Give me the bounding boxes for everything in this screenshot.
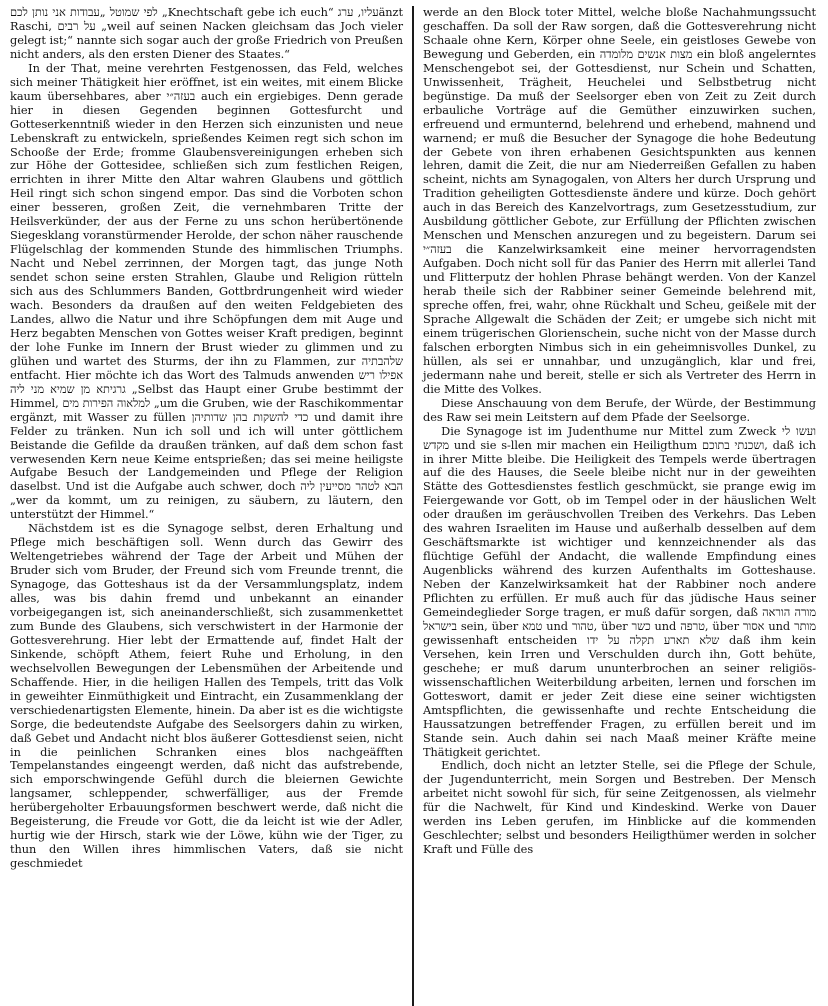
left-paragraph-1: לפי שמוטל „עבודות אני נותן לכם „Knechtschaft gebe ich euch“ עליו, ערגänzt Raschi, על רבים „weil auf seinen Nacken gleichsam das Joch vieler gelegt ist;“ nannte sich sogar auch der große Friedrich von Preußen nicht anders, als den ersten Diener des Staates.“ bbox=[10, 6, 403, 61]
right-paragraph-3: Die Synagoge ist im Judenthume nur Mittel zum Zweck ועשו לי מקדש und sie s-llen mir machen ein Heiligthum ושכנתי בתוכם, daß ich in ihrer Mitte bleibe. Die Heiligkeit des Tempels werde übertragen auf die des Hauses, die Seele bleibe nicht nur in der geweihten Stätte des Gottesdienstes festlich geschmückt, sie prange ewig im Feiergewande vor Gott, ob im Tempel oder in der häuslichen Welt oder draußen im geräuschvollen Treiben des Verkehrs. Das Leben des wahren Israeliten im Hause und außerhalb desselben auf dem Geschäftsmarkte ist wichtiger und kennzeichnender als das flüchtige Gefühl der Andacht, die wallende Empfindung eines Augenblicks während des kurzen Aufenthalts im Gotteshause. Neben der Kanzelwirksamkeit hat der Rabbiner noch andere Pflichten zu erfüllen. Er muß auch für das jüdische Haus seiner Gemeindeglieder Sorge tragen, er muß dafür sorgen, daß מורה הוראה בישראל sein, über טמא und טהור, über כשר und טרפה, über אסור und מותר gewissenhaft entscheiden שלא תארע תקלה על ידו daß ihm kein Versehen, kein Irren und Verschulden durch ihn, Gott behüte, geschehe; er muß darum ununterbrochen an seiner religiös-wissenschaftlichen Weiterbildung arbeiten, lernen und forschen im Gotteswort, damit er jeder Zeit diese eine seiner wichtigsten Amtspflichten, die gewissenhafte und rechte Entscheidung die Haussatzungen betreffender Fragen, zu erfüllen bereit und im Stande sein. Auch dahin sei nach Maaß meiner Kräfte meine Thätigkeit gerichtet. bbox=[423, 423, 816, 759]
right-paragraph-4: Endlich, doch nicht an letzter Stelle, sei die Pflege der Schule, der Jugendunterricht, mein Sorgen und Bestreben. Der Mensch arbeitet nicht sowohl für sich, für seine Zeitgenossen, als vielmehr für die Nachwelt, für Kind und Kindeskind. Werke von Dauer werden ins Leben gerufen, im Hinblicke auf die kommenden Geschlechter; selbst und besonders Heiligthümer werden in solcher Kraft und Fülle des bbox=[423, 758, 816, 857]
left-column bbox=[10, 6, 412, 1006]
left-paragraph-2: In der That, meine verehrten Festgenossen, das Feld, welches sich meiner Thätigkeit hier eröffnet, ist ein weites, mit einem Blicke kaum übersehbares, aber בעזה״י auch ein ergiebiges. Denn gerade hier in diesen Gegenden beginnen Gottesfurcht und Gotteserkenntniß wieder in den Herzen sich einzunisten und neue Lebenskraft zu entwickeln, sprießendes Keimen regt sich schon im Schooße der Erde; fromme Glaubensvereinigungen erheben sich zur Höhe der Gottesidee, schließen sich zum festlichen Reigen, errichten in ihrer Mitte den Altar wahren Glaubens und göttlich Heil ringt sich schon singend empor. Das sind die Vorboten schon einer besseren, großen Zeit, die vernehmbaren Tritte der Heilsverkünder, der aus der Ferne zu uns schon herübertönende Siegesklang voranstürmender Herolde, der schon näher rauschende Flügelschlag der kommenden Stunde des himmlischen Triumphs. Nacht und Nebel zerrinnen, der Morgen tagt, das junge Noth sendet schon seine ersten Strahlen, Glaube und Religion rütteln sich aus des Schlummers Banden, Gottbrdrungenheit wird wieder wach. Besonders da draußen auf den weiten Feldgebieten des Landes, allwo die Natur und ihre Schöpfungen dem mit Auge und Herz begabten Menschen von Gottes weiser Kraft predigen, beginnt der lohe Funke im Innern der Brust wieder zu glimmen und zu glühen und wartet des Sturms, der ihn zu Flammen, zur שלהבתיה entfacht. Hier möchte ich das Wort des Talmuds anwenden אפילו ריש גרגיתא מן שמיא מני ליה „Selbst das Haupt einer Grube bestimmt der Himmel, למלאוה הפירות מים „um die Gruben, wie der Raschikommentar ergänzt, mit Wasser zu füllen כדי להשקות בהן שדותיהן und damit ihre Felder zu tränken. Nun ich soll und ich will unter göttlichem Beistande die Gefilde da draußen tränken, auf daß dem schon fast verwesenden Kern neue Keime entsprießen; das sei meine heiligste Aufgabe Besuch der Landgemeinden und Pflege der Religion daselbst. Und ist die Aufgabe auch schwer, doch הבא לטהר מסייעין ליה „wer da kommt, um zu reinigen, zu säubern, zu läutern, den unterstützt der Himmel.“ bbox=[10, 60, 404, 522]
right-column bbox=[414, 6, 816, 1006]
right-paragraph-1: werde an den Block toter Mittel, welche bloße Nachahmungssucht geschaffen. Da soll der Raw sorgen, daß die Gottesverehrung nicht Schaale ohne Kern, Körper ohne Seele, ein geistloses Gewebe von Bewegung und Geberden, ein מצות אנשים מלומדה ein bloß angelerntes Menschengebot sei, der Gottesdienst, nur Schein und Schatten, Unwissenheit, Trägheit, Heuchelei und Selbstbetrug nicht begünstige. Da muß der Seelsorger eben von Zeit zu Zeit durch erbauliche Vorträge auf die Gemüther einzuwirken suchen, erfreuend und ermunternd, belehrend und erhebend, mahnend und warnend; er muß die Besucher der Synagoge die hohe Bedeutung der Gebete von ihren erhabenen Gesichtspunkten aus kennen lehren, damit die Zeit, die nur am Niederreißen Gefallen zu haben scheint, nichts am Synagogalen, von Alters her durch Ursprung und Tradition geheiligten Gottesdienste ändere und kürze. Doch gehört auch in das Bereich des Kanzelvortrags, zum Gesetzesstudium, zur Ausbildung göttlicher Gebote, zur Erfüllung der Pflichten zwischen Menschen und Menschen anzuregen und zu begeistern. Darum sei בעזה״י die Kanzelwirksamkeit eine meiner hervorragendsten Aufgaben. Doch nicht soll für das Panier des Herrn mit allerlei Tand und Flitterputz der hohlen Phrase behängt werden. Von der Kanzel herab theile sich der Rabbiner seiner Gemeinde belehrend mit, spreche offen, frei, wahr, ohne Rückhalt und Scheu, geißele mit der Sprache Allgewalt die Schäden der Zeit; er umgebe sich nicht mit einem trügerischen Glorienschein, suche nicht von der Masse durch falschen erborgten Nimbus sich in ein geheimnisvolles Dunkel, zu hüllen, als sei er unnahbar, und unzugänglich, klar und frei, jedermann nahe und bereit, stelle er sich als Vertreter des Herrn in die Mitte des Volkes. bbox=[423, 6, 816, 396]
left-paragraph-3: Nächstdem ist es die Synagoge selbst, deren Erhaltung und Pflege mich beschäftigen soll. Wenn durch das Gewirr des Weltengetriebes während der Tage der Arbeit und Mühen der Bruder sich vom Bruder, der Freund sich vom Freunde trennt, die Synagoge, das Gotteshaus ist da der Versammlungsplatz, indem alles, was bis dahin fremd und unbekannt an einander vorbeigegangen ist, sich aneinanderschließt, sich zusammenkettet zum Bunde des Glaubens, sich verschwistert in der Harmonie der Gottesverehrung. Hier lebt der Ermattende auf, findet Halt der Sinkende, schöpft Athem, feiert Ruhe und Erholung, in den wechselvollen Bewegungen der Lebensmühen der Arbeitende und Schaffende. Hier, in die heiligen Hallen des Tempels, tritt das Volk in geweihter Einmüthigkeit und Eintracht, ein Zusammenklang der verschiedenartigsten Elemente, hinein. Da aber ist es die wichtigste Sorge, die bedeutendste Aufgabe des Seelsorgers dahin zu wirken, daß Gebet und Andacht nicht blos äußerer Gottesdienst seien, nicht in die peinlichen Schranken eines blos nachgeäfften Tempelanstandes eingeengt werden, daß nicht das aufstrebende, sich emporschwingende Gefühl durch die bleiernen Gewichte langsamer, schleppender, schwerfälliger, aus der Fremde herübergeholter Erbauungsformen beschwert werde, daß nicht die Begeisterung, die Freude vor Gott, die da leicht ist wie der Adler, hurtig wie der Hirsch, stark wie der Löwe, kühn wie der Tiger, zu thun den Willen ihres himmlischen Vaters, daß sie nicht geschmiedet bbox=[10, 521, 403, 871]
right-paragraph-2: Diese Anschauung von dem Berufe, der Würde, der Bestimmung des Raw sei mein Leitstern auf dem Pfade der Seelsorge. bbox=[423, 395, 816, 424]
